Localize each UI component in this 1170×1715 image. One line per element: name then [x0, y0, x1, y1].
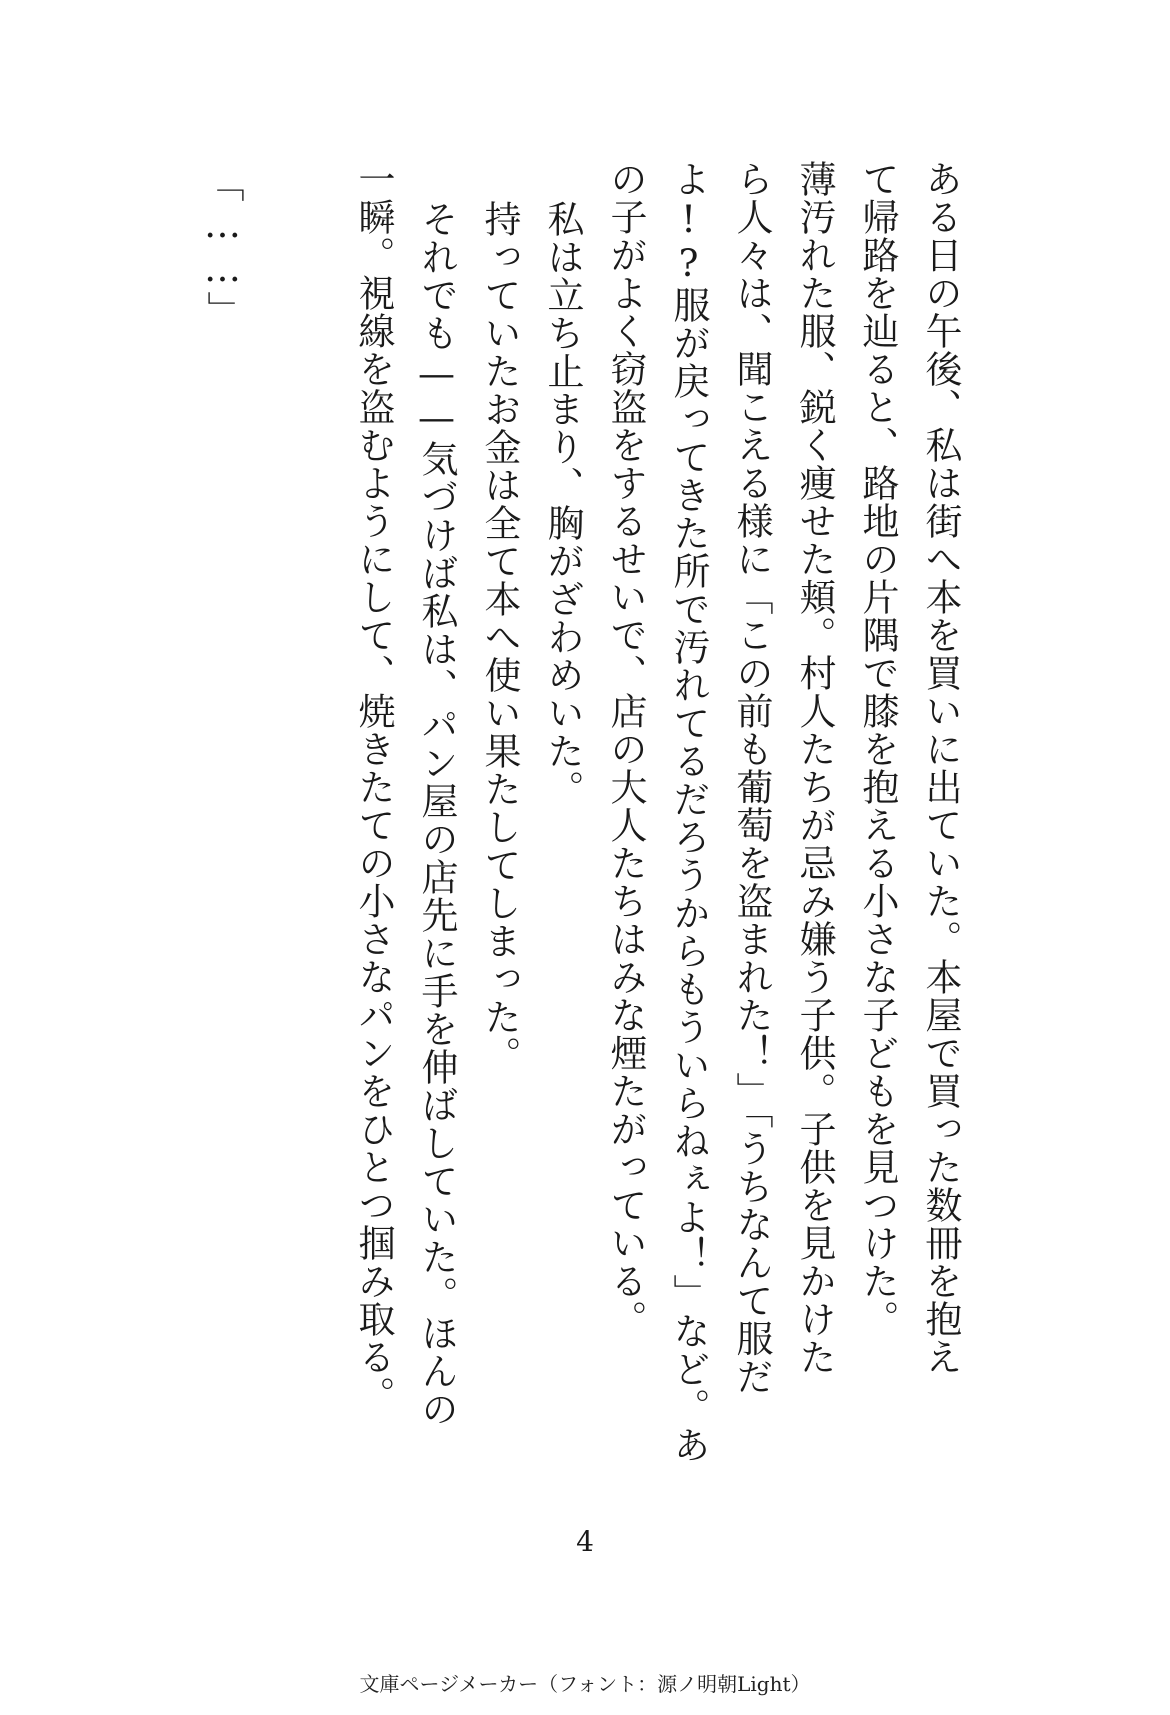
text-line-3: 薄汚れた服、鋭く痩せた頬。村人たちが忌み嫌う子供。子供を見かけた [793, 160, 836, 1376]
text-line-6: の子がよく窃盗をするせいで、店の大人たちはみな煙たがっている。 [604, 160, 647, 1338]
text-line-9: それでも——気づけば私は、パン屋の店先に手を伸ばしていた。ほんの [415, 200, 458, 1428]
text-line-1: ある日の午後、私は街へ本を買いに出ていた。本屋で買った数冊を抱え [919, 160, 962, 1376]
text-line-10: 一瞬。視線を盗むようにして、焼きたての小さなパンをひとつ掴み取る。 [352, 160, 395, 1414]
page-number: 4 [576, 1525, 594, 1558]
text-line-2: て帰路を辿ると、路地の片隅で膝を抱える小さな子どもを見つけた。 [856, 160, 899, 1338]
text-line-11: 「……」 [201, 165, 244, 329]
footer-credit: 文庫ページメーカー（フォント：源ノ明朝Light） [359, 1672, 811, 1696]
text-line-8: 持っていたお金は全て本へ使い果たしてしまった。 [478, 200, 521, 1074]
text-line-5: よ!?服が戻ってきた所で汚れてるだろうからもういらねぇよ！」など。あ [667, 160, 710, 1464]
text-line-7: 私は立ち止まり、胸がざわめいた。 [541, 200, 584, 808]
text-line-4: ら人々は、聞こえる様に「この前も葡萄を盗まれた！」「うちなんて服だ [730, 160, 773, 1396]
